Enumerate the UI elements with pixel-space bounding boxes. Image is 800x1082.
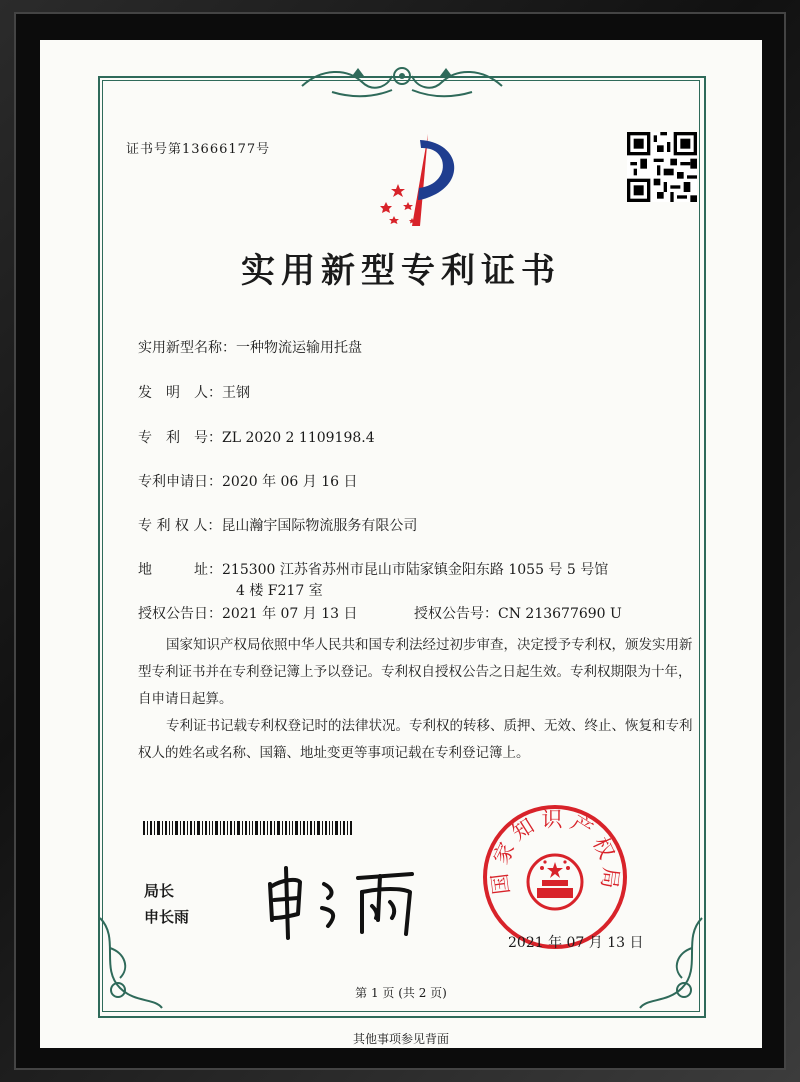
seal-date: 2021 年 07 月 13 日 xyxy=(508,935,644,951)
qr-code-icon xyxy=(627,132,697,202)
top-ornament-icon xyxy=(292,62,512,102)
certificate-title: 实用新型专利证书 xyxy=(241,251,561,291)
address-row xyxy=(138,559,608,579)
director-signature-icon xyxy=(262,862,422,942)
footer-note: 其他事项参见背面 xyxy=(352,1032,449,1046)
inventor-value: 王钢 xyxy=(222,385,250,401)
barcode-icon xyxy=(143,821,353,835)
certificate-number: 证书号第13666177号 xyxy=(126,142,271,157)
grant-date-row xyxy=(138,603,358,623)
filing-date-value: 2020 年 06 月 16 日 xyxy=(222,474,358,490)
patentee-row xyxy=(138,515,417,535)
official-seal-icon xyxy=(480,802,630,952)
inventor-label: 发 明 人： xyxy=(138,385,222,401)
utility-model-name-label: 实用新型名称： xyxy=(138,340,236,356)
patentee-label: 专 利 权 人： xyxy=(138,518,222,534)
grant-number-label: 授权公告号： xyxy=(414,606,498,622)
patent-number-label: 专 利 号： xyxy=(138,430,222,446)
patent-number-row xyxy=(138,427,375,447)
utility-model-name-value: 一种物流运输用托盘 xyxy=(236,340,362,356)
bottom-right-ornament-icon xyxy=(632,908,712,1018)
grant-number-row xyxy=(414,603,622,623)
address-line-2: 4 楼 F217 室 xyxy=(236,583,323,599)
grant-date-value: 2021 年 07 月 13 日 xyxy=(222,606,358,622)
inventor-row xyxy=(138,382,250,402)
address-line-1: 215300 江苏省苏州市昆山市陆家镇金阳东路 1055 号 5 号馆 xyxy=(222,562,609,578)
utility-model-name-row xyxy=(138,337,362,357)
patentee-value: 昆山瀚宇国际物流服务有限公司 xyxy=(221,518,418,534)
patent-number-value: ZL 2020 2 1109198.4 xyxy=(222,430,375,446)
director-title: 局长 xyxy=(144,882,175,900)
address-label: 地 址： xyxy=(138,562,222,578)
grant-date-label: 授权公告日： xyxy=(138,606,222,622)
patent-office-logo-icon xyxy=(358,130,468,230)
filing-date-label: 专利申请日： xyxy=(138,474,222,490)
page-number: 第 1 页 (共 2 页) xyxy=(355,986,447,1000)
grant-number-value: CN 213677690 U xyxy=(498,606,622,622)
grant-paragraph: 国家知识产权局依照中华人民共和国专利法经过初步审查，决定授予专利权，颁发实用新型专利证书并在专利登记簿上予以登记。专利权自授权公告之日起生效。专利权期限为十年，自申请日起算。 xyxy=(138,637,693,707)
svg-text:国家知识产权局: 国家知识产权局 xyxy=(486,807,624,896)
legal-status-paragraph: 专利证书记载专利权登记时的法律状况。专利权的转移、质押、无效、终止、恢复和专利权人的姓名或名称、国籍、地址变更等事项记载在专利登记簿上。 xyxy=(138,718,693,761)
certificate-page xyxy=(40,40,762,1048)
filing-date-row xyxy=(138,471,358,491)
director-name: 申长雨 xyxy=(144,908,190,926)
